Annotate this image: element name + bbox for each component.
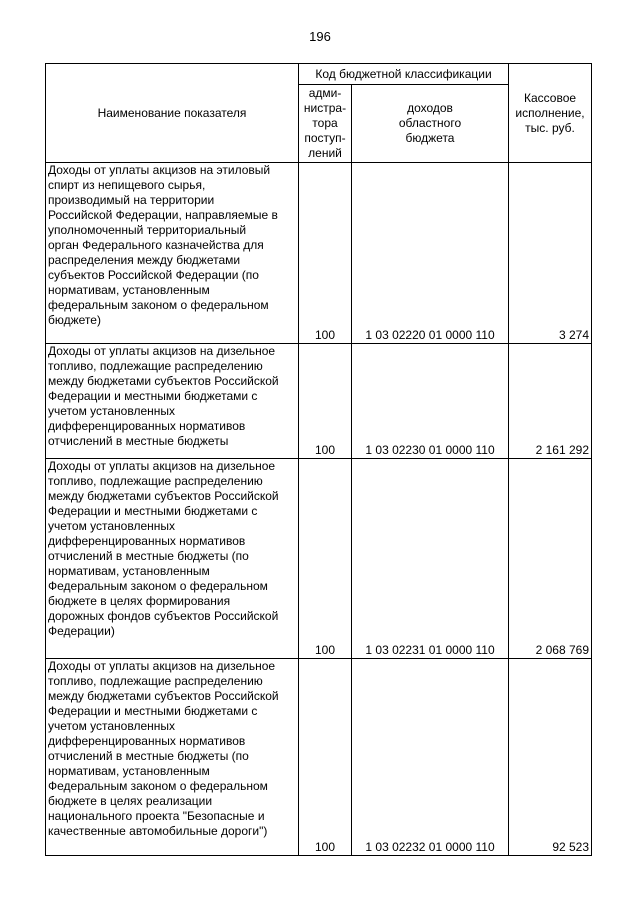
row-amount: 3 274 [509, 163, 592, 344]
row-name [46, 459, 299, 659]
row-name-text: Доходы от уплаты акцизов на этиловый спирт из непищевого сырья, производимый на территории Российской Федерации, направляемые в уполномоченный территориальный орган Федерального казначейства для распределения между бюджетами субъектов Российской Федерации (по нормативам, установленным федеральным законом о федеральном бюджете) [48, 163, 278, 327]
table-row [46, 459, 592, 659]
table-row [46, 659, 592, 856]
header-code-group: Код бюджетной классификации [299, 64, 509, 85]
row-code: 1 03 02231 01 0000 110 [352, 459, 509, 659]
row-name [46, 344, 299, 459]
row-name-text: Доходы от уплаты акцизов на дизельное топливо, подлежащие распределению между бюджетами субъектов Российской Федерации и местными бюджетами с учетом установленных дифференцированных нормативов отчислений в местные бюджеты [48, 344, 279, 448]
header-row-top [46, 64, 592, 85]
header-admin-text: адми- нистра- тора поступ- лений [303, 86, 347, 160]
header-income [352, 85, 509, 163]
page-number: 196 [309, 29, 331, 44]
header-indicator-name: Наименование показателя [46, 64, 299, 163]
header-amount [509, 64, 592, 163]
budget-table [45, 63, 592, 856]
row-admin: 100 [299, 459, 352, 659]
row-admin: 100 [299, 659, 352, 856]
row-admin: 100 [299, 344, 352, 459]
row-amount: 2 161 292 [509, 344, 592, 459]
row-name [46, 659, 299, 856]
row-name-text: Доходы от уплаты акцизов на дизельное топливо, подлежащие распределению между бюджетами субъектов Российской Федерации и местными бюджетами с учетом установленных дифференцированных нормативов отчислений в местные бюджеты (по нормативам, установленным Федеральным законом о федеральном бюджете в целях реализации национального проекта "Безопасные и качественные автомобильные дороги") [48, 659, 279, 838]
row-amount: 2 068 769 [509, 459, 592, 659]
row-name-text: Доходы от уплаты акцизов на дизельное топливо, подлежащие распределению между бюджетами субъектов Российской Федерации и местными бюджетами с учетом установленных дифференцированных нормативов отчислений в местные бюджеты (по нормативам, установленным Федеральным законом о федеральном бюджете в целях формирования дорожных фондов субъектов Российской Федерации) [48, 459, 279, 638]
row-code: 1 03 02232 01 0000 110 [352, 659, 509, 856]
row-admin: 100 [299, 163, 352, 344]
table-row [46, 163, 592, 344]
table-row [46, 344, 592, 459]
row-code: 1 03 02230 01 0000 110 [352, 344, 509, 459]
header-amount-text: Кассовое исполнение, тыс. руб. [515, 90, 585, 135]
row-code: 1 03 02220 01 0000 110 [352, 163, 509, 344]
row-amount: 92 523 [509, 659, 592, 856]
header-income-text: доходов областного бюджета [398, 101, 462, 145]
header-admin [299, 85, 352, 163]
row-name [46, 163, 299, 344]
